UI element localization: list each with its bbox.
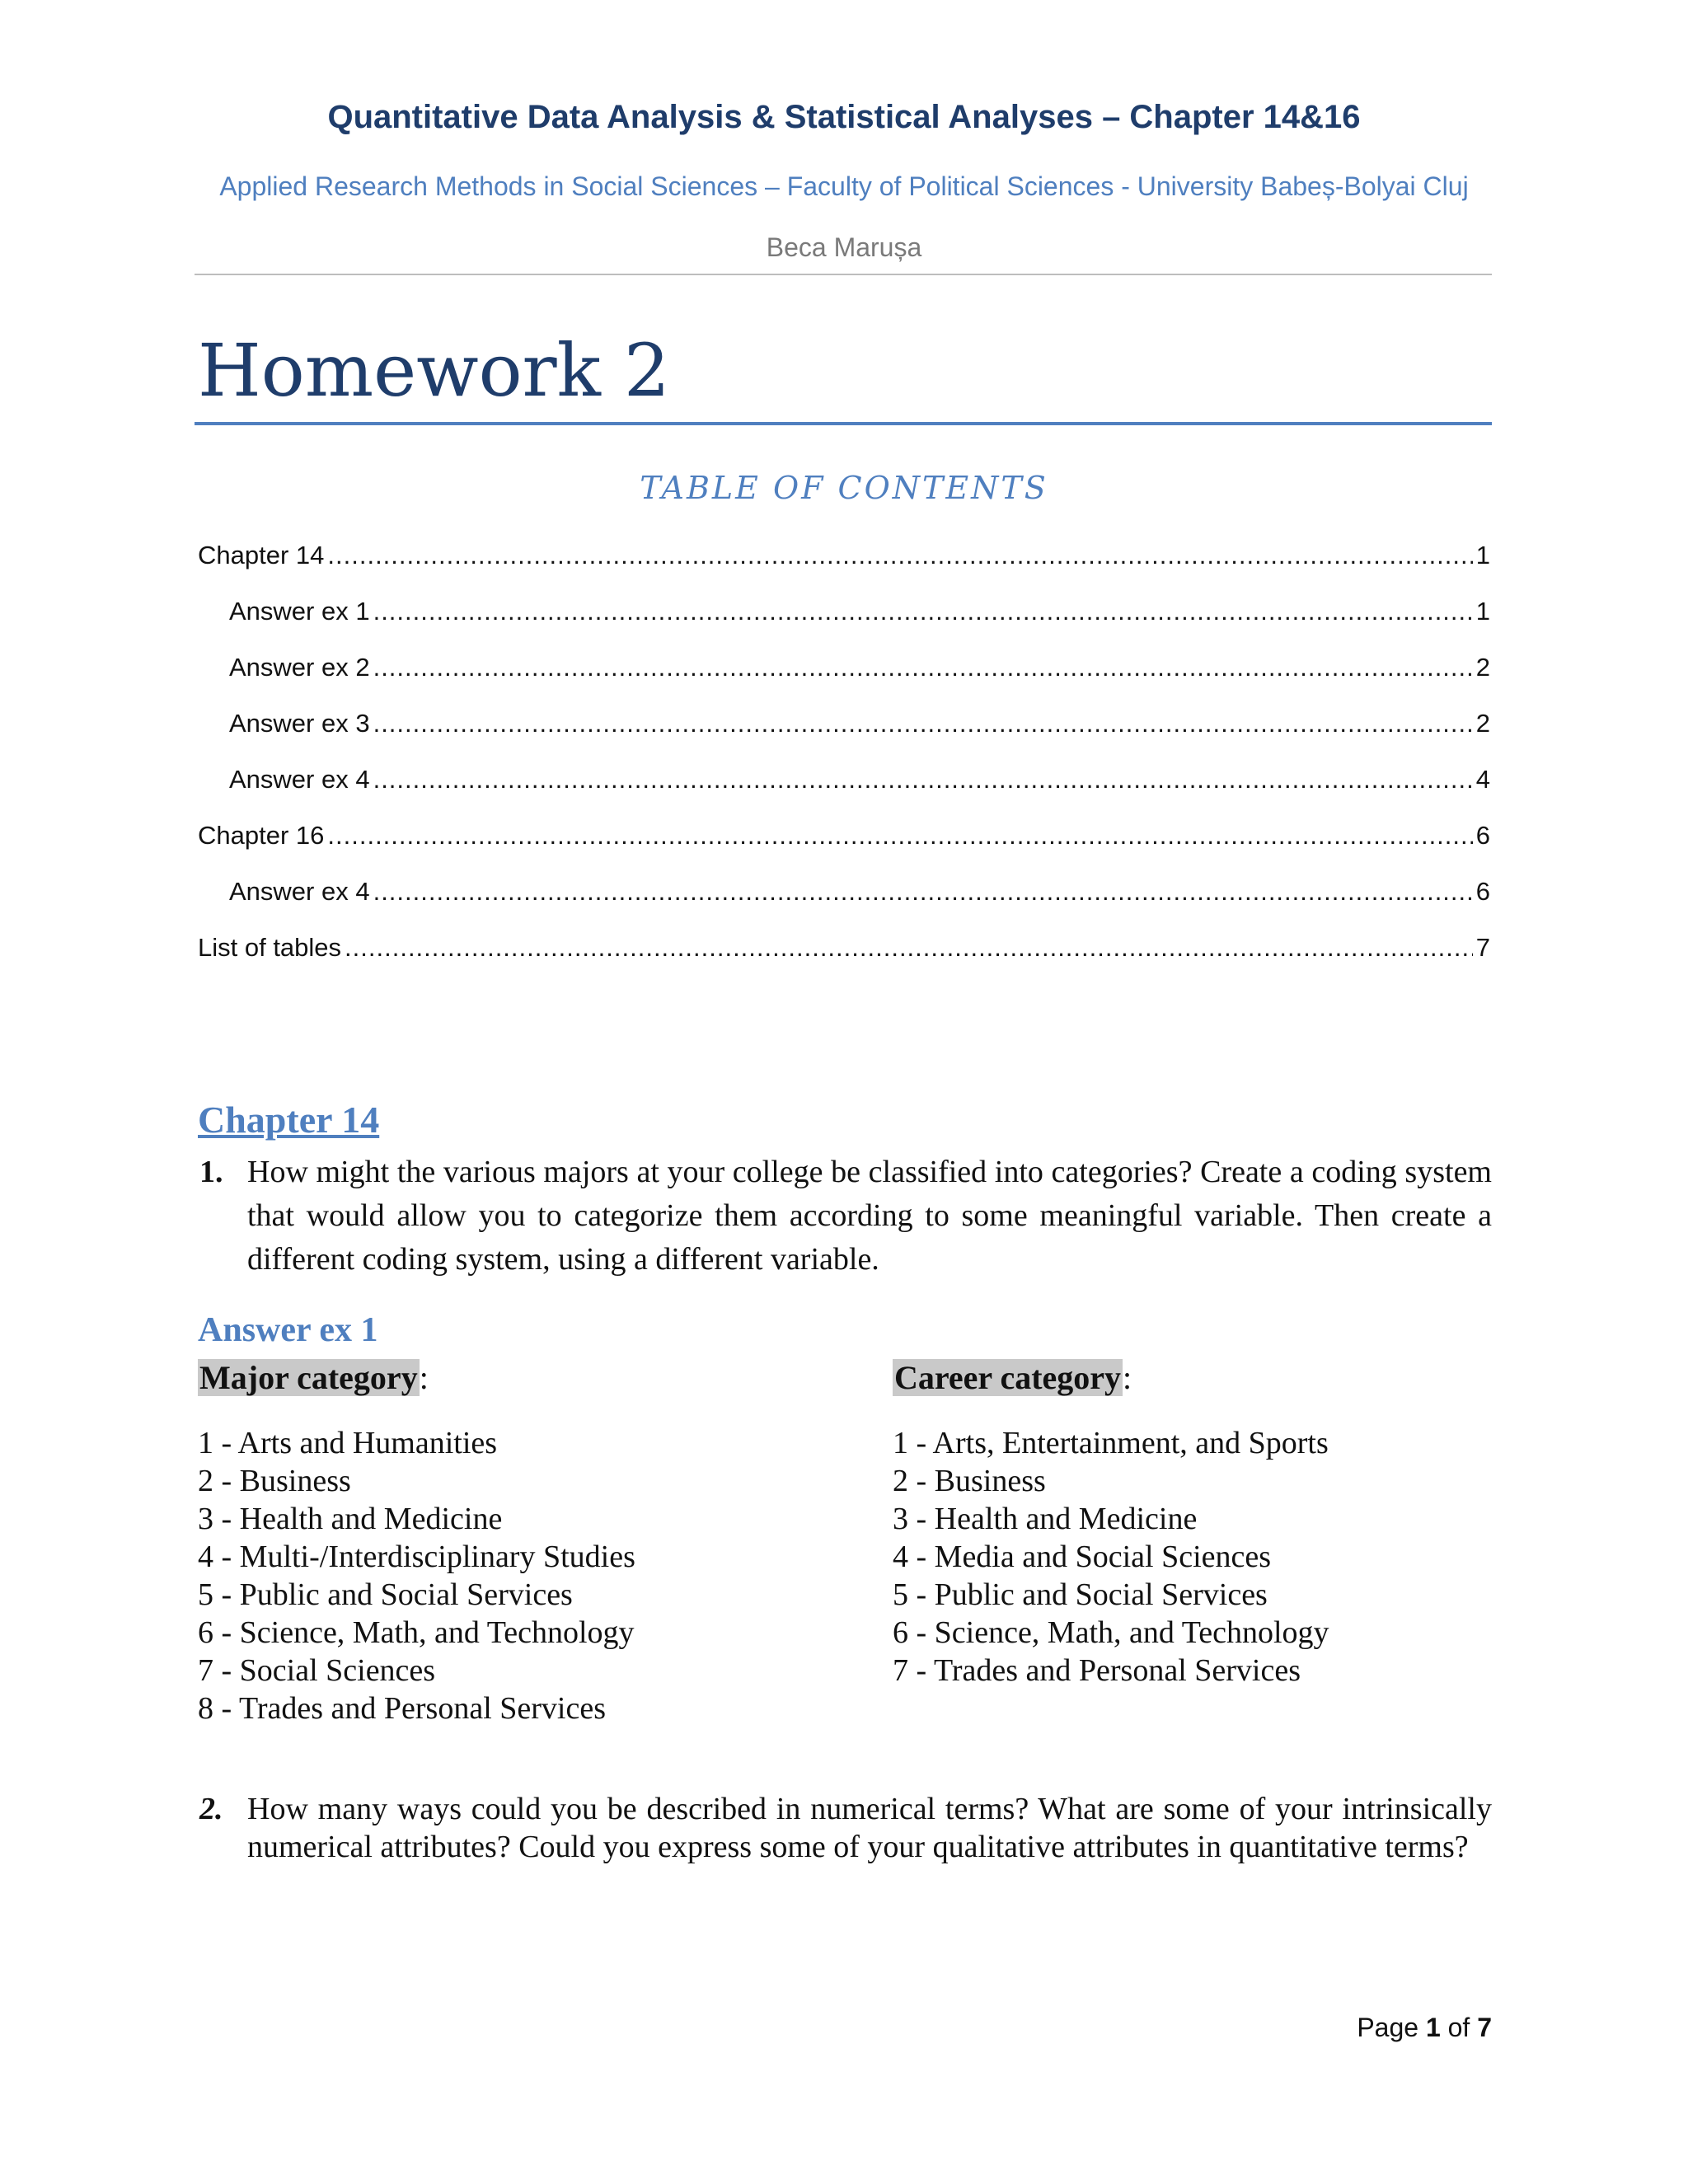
career-category-label: Career category [894,1359,1122,1396]
chapter-14-heading: Chapter 14 [198,1099,380,1141]
list-item: 3 - Health and Medicine [893,1502,1198,1536]
toc-heading: TABLE OF CONTENTS [640,470,1048,506]
list-item: 1 - Arts, Entertainment, and Sports [893,1426,1329,1460]
toc-entry-page: 1 [1475,597,1490,626]
toc-entry[interactable] [198,541,1490,577]
question-number: 2. [199,1792,223,1826]
toc-leader-dots [373,765,1473,794]
footer-prefix: Page [1357,2013,1426,2042]
answer-1-heading: Answer ex 1 [198,1311,378,1349]
toc-entry[interactable] [198,821,1490,857]
toc-entry[interactable] [229,765,1490,801]
toc-entry-label: Answer ex 4 [229,765,370,794]
footer-of: of [1440,2013,1478,2042]
toc-entry-page: 7 [1475,933,1490,962]
toc-entry-label: Chapter 16 [198,821,325,850]
footer-current-page: 1 [1425,2013,1441,2042]
question-1 [199,1151,1492,1282]
question-text: How might the various majors at your college be classified into categories? Create a coding system that would allow you to categorize them according to some meaningful variable. Then create a different coding system, using a different variable. [247,1155,1492,1277]
toc-leader-dots [345,933,1473,963]
list-item: 6 - Science, Math, and Technology [198,1615,635,1650]
toc-entry[interactable] [229,597,1490,633]
toc-entry[interactable] [229,877,1490,913]
list-item: 2 - Business [893,1464,1046,1498]
major-category-heading [198,1358,429,1397]
toc-leader-dots [373,877,1473,907]
header-divider [195,274,1492,275]
toc-entry-page: 4 [1475,765,1490,794]
toc-entry-page: 6 [1475,821,1490,850]
toc-leader-dots [373,709,1473,738]
toc-entry[interactable] [229,653,1490,689]
toc-entry-page: 2 [1475,709,1490,738]
question-text: How many ways could you be described in numerical terms? What are some of your intrinsically numerical attributes? Could you express some of your qualitative attributes in quantitative terms? [247,1792,1492,1864]
toc-leader-dots [373,597,1473,626]
toc-entry-page: 1 [1475,541,1490,569]
list-item: 7 - Trades and Personal Services [893,1653,1301,1688]
toc-entry-label: Answer ex 3 [229,709,370,738]
list-item: 4 - Multi-/Interdisciplinary Studies [198,1540,635,1574]
page-number-footer [1357,2013,1492,2043]
career-category-list [893,1424,1329,1690]
toc-entry[interactable] [198,933,1490,969]
toc-entry-label: Answer ex 4 [229,877,370,906]
toc-entry-page: 2 [1475,653,1490,682]
career-category-heading [893,1358,1132,1397]
toc-leader-dots [327,821,1472,851]
list-item: 4 - Media and Social Sciences [893,1540,1272,1574]
title-underline [195,422,1492,425]
list-item: 6 - Science, Math, and Technology [893,1615,1329,1650]
list-item: 3 - Health and Medicine [198,1502,503,1536]
toc-leader-dots [373,653,1473,682]
header-subtitle: Applied Research Methods in Social Sciences – Faculty of Political Sciences - University Babeș-Bolyai Cluj [219,171,1469,201]
toc-entry[interactable] [229,709,1490,745]
toc-entry-page: 6 [1475,877,1490,906]
major-category-colon: : [419,1359,429,1396]
list-item: 8 - Trades and Personal Services [198,1691,606,1726]
list-item: 5 - Public and Social Services [198,1577,573,1612]
major-category-label: Major category [199,1359,418,1396]
header-author: Beca Marușa [766,232,922,262]
toc-entry-label: Chapter 14 [198,541,325,569]
career-category-colon: : [1123,1359,1132,1396]
footer-total-pages: 7 [1477,2013,1492,2042]
list-item: 5 - Public and Social Services [893,1577,1268,1612]
list-item: 1 - Arts and Humanities [198,1426,498,1460]
toc-entry-label: List of tables [198,933,342,962]
toc-entry-label: Answer ex 2 [229,653,370,682]
document-title: Homework 2 [198,328,670,413]
toc-entry-label: Answer ex 1 [229,597,370,626]
toc-leader-dots [327,541,1472,570]
header-title: Quantitative Data Analysis & Statistical Analyses – Chapter 14&16 [327,99,1361,135]
list-item: 2 - Business [198,1464,351,1498]
list-item: 7 - Social Sciences [198,1653,436,1688]
question-2 [199,1790,1492,1866]
major-category-list [198,1424,635,1727]
question-number: 1. [199,1155,223,1189]
